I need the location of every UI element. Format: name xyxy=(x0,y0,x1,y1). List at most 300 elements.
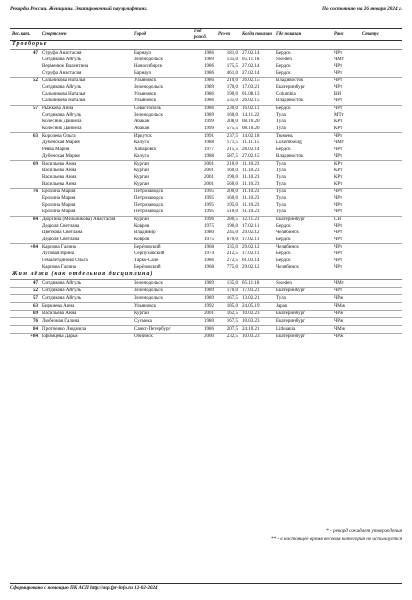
table-cell: 01.03.14 xyxy=(242,258,260,264)
table-cell: 1986 xyxy=(204,258,214,264)
table-cell: Сусмека xyxy=(132,318,192,326)
table-cell xyxy=(360,112,402,119)
table-cell xyxy=(10,140,40,147)
table-cell: Бердск xyxy=(276,147,291,153)
table-cell: 1986 xyxy=(204,70,214,76)
table-cell xyxy=(360,147,402,154)
table-cell: 69 xyxy=(10,310,40,318)
table-cell: 26.02.15 xyxy=(240,77,274,84)
table-cell: 11.10.23 xyxy=(242,209,260,215)
table-cell: 27.02.15 xyxy=(242,153,260,159)
table-cell: 190,0 xyxy=(226,174,238,180)
table-cell xyxy=(360,216,402,223)
table-cell: Columbia xyxy=(276,91,296,97)
table-cell: Берёзовский xyxy=(132,244,192,251)
table-cell: Зеленодольск xyxy=(134,84,163,90)
table-row xyxy=(10,57,402,64)
table-cell xyxy=(360,153,402,160)
table-cell xyxy=(360,318,402,326)
table-cell xyxy=(10,168,40,175)
table-cell: 1975 xyxy=(204,223,214,229)
table-cell: Дубенская Мария xyxy=(42,153,80,159)
column-header: Город xyxy=(132,29,192,41)
table-cell: КРт xyxy=(334,119,343,125)
table-cell: Ефимцева Дарья xyxy=(40,333,132,340)
table-cell: 2001 xyxy=(204,181,214,187)
table-cell xyxy=(10,57,40,64)
table-cell: 185,0 xyxy=(216,303,240,311)
table-cell: ЧРт xyxy=(332,244,360,251)
section-header xyxy=(10,271,402,280)
table-cell xyxy=(360,295,402,303)
table-cell xyxy=(360,140,402,147)
table-cell: Струфа Анастасия xyxy=(42,50,82,56)
table-cell xyxy=(10,63,40,70)
table-cell: ЧМж xyxy=(332,326,360,334)
table-cell: 1975 xyxy=(204,237,214,243)
table-cell: 1974 xyxy=(204,251,214,257)
table-cell xyxy=(10,91,40,98)
table-cell: Челябинск xyxy=(274,244,332,251)
table-cell: 01.08.13 xyxy=(242,91,260,97)
table-cell: 08.10.20 xyxy=(242,119,260,125)
table-cell: 2001 xyxy=(192,310,216,318)
table-cell: 210,0 xyxy=(216,77,240,84)
table-cell: 575,5 xyxy=(226,126,238,132)
table-cell: 167,5 xyxy=(216,318,240,326)
table-cell: Екатеринбург xyxy=(276,84,306,90)
table-cell: 280,5 xyxy=(216,216,240,223)
table-cell: Курган xyxy=(132,161,192,168)
table-row xyxy=(10,181,402,188)
table-cell: Зеленодольск xyxy=(132,287,192,295)
page-header xyxy=(10,6,402,16)
table-cell: 1999 xyxy=(204,126,214,132)
table-cell: 10.03.23 xyxy=(240,318,274,326)
table-cell: Калуга xyxy=(134,140,149,146)
table-cell: 1988 xyxy=(204,153,214,159)
table-cell: 24.10.21 xyxy=(240,326,274,334)
table-cell: КРт xyxy=(334,174,343,180)
table-cell: Ульяновск xyxy=(132,303,192,311)
table-cell xyxy=(360,57,402,64)
table-cell: Любезная Галина xyxy=(40,318,132,326)
table-cell xyxy=(360,188,402,195)
table-cell: Курган xyxy=(132,310,192,318)
table-cell xyxy=(10,174,40,181)
table-cell: 190,0 xyxy=(226,91,238,97)
column-header: Вес.кат. xyxy=(10,29,40,41)
table-cell: ЧРт xyxy=(334,70,343,76)
table-cell xyxy=(360,77,402,84)
table-cell: ЧРт xyxy=(334,251,343,257)
table-cell xyxy=(360,126,402,133)
table-cell xyxy=(10,147,40,154)
table-cell: Гемалетдинова Ольга xyxy=(42,258,88,264)
pending-note: * - рекорд ожидает утверждения xyxy=(326,528,402,534)
table-cell xyxy=(360,333,402,340)
table-cell: Ситдикова Айгуль xyxy=(42,280,82,286)
table-cell xyxy=(360,303,402,311)
table-cell: 175,5 xyxy=(226,63,238,69)
table-cell: Ерохина Мария xyxy=(42,202,76,208)
table-cell: 28.02.14 xyxy=(242,147,260,153)
table-cell: ЧРт xyxy=(334,98,343,104)
table-cell: 11.10.23 xyxy=(242,168,260,174)
table-row xyxy=(10,216,402,223)
records-table xyxy=(10,28,402,341)
table-cell xyxy=(10,230,40,237)
table-cell: Васильева Анна xyxy=(42,174,77,180)
table-cell: 11.10.23 xyxy=(240,161,274,168)
table-cell: 12.11.23 xyxy=(240,216,274,223)
table-row xyxy=(10,195,402,202)
table-row xyxy=(10,251,402,258)
table-cell: Ситдикова Айгуль xyxy=(40,287,132,295)
table-cell: 11.10.23 xyxy=(242,202,260,208)
table-cell: Челябинск xyxy=(276,230,299,236)
table-cell: 69 xyxy=(10,161,40,168)
table-cell: 510,0 xyxy=(226,209,238,215)
table-cell: ЧРт xyxy=(334,223,343,229)
table-row xyxy=(10,77,402,84)
table-row xyxy=(10,119,402,126)
section-title: Троеборье xyxy=(10,41,402,50)
table-cell: Рыжкова Анна xyxy=(40,105,132,112)
table-cell: Sweden xyxy=(276,57,292,63)
table-cell: Бердск xyxy=(276,237,291,243)
section-header xyxy=(10,41,402,50)
table-cell: 1989 xyxy=(192,287,216,295)
table-cell xyxy=(360,84,402,91)
table-cell: Иркутск xyxy=(132,133,192,140)
table-row xyxy=(10,98,402,105)
table-cell: Бердск xyxy=(276,258,291,264)
table-cell: Дедюля Светлана xyxy=(42,237,80,243)
table-cell: ВИ xyxy=(334,91,341,97)
table-cell: ЧРт xyxy=(334,195,343,201)
table-cell: Бердск xyxy=(274,105,332,112)
table-cell: Хабаровск xyxy=(134,147,157,153)
table-cell: 1980 xyxy=(204,230,214,236)
table-row xyxy=(10,140,402,147)
table-row xyxy=(10,174,402,181)
table-cell: МТт xyxy=(334,112,344,118)
column-header: Год рожд. xyxy=(192,29,216,41)
column-header: Ранг xyxy=(332,29,360,41)
table-cell: Севастополь xyxy=(132,105,192,112)
table-cell: 461,0 xyxy=(226,70,238,76)
table-cell: Курган xyxy=(134,174,149,180)
table-cell: 11.10.23 xyxy=(242,181,260,187)
table-row xyxy=(10,310,402,318)
table-cell: Бердск xyxy=(276,251,291,257)
table-cell: Екатеринбург xyxy=(274,310,332,318)
table-cell: Дюргина (Мельникова) Анастасия xyxy=(40,216,132,223)
table-cell: Екатеринбург xyxy=(274,333,332,340)
table-cell: 11.10.23 xyxy=(242,195,260,201)
table-cell: Lithuania xyxy=(274,326,332,334)
table-cell: 1995 xyxy=(204,209,214,215)
table-cell: 27.02.14 xyxy=(242,70,260,76)
table-cell: Колесник Даниела xyxy=(42,126,82,132)
table-cell: Бердск xyxy=(276,223,291,229)
table-cell: ЧРт xyxy=(332,105,360,112)
table-cell xyxy=(10,70,40,77)
footer-divider xyxy=(10,583,402,584)
table-cell: Сальникова Наталья xyxy=(42,91,86,97)
table-row xyxy=(10,70,402,77)
table-cell: Екатеринбург xyxy=(274,287,332,295)
table-cell: ЧРж xyxy=(332,310,360,318)
table-cell: Барнаул xyxy=(134,50,152,56)
table-cell: 52 xyxy=(10,287,40,295)
as-of-date: По состоянию на 26 января 2024 г. xyxy=(322,6,402,12)
table-cell: Васильева Анна xyxy=(42,168,77,174)
table-cell: 27.02.14 xyxy=(242,50,260,56)
table-cell: 27.02.14 xyxy=(242,63,260,69)
table-row xyxy=(10,188,402,195)
table-cell xyxy=(360,161,402,168)
table-cell: 560,0 xyxy=(226,181,238,187)
table-cell: Владивосток xyxy=(276,98,304,104)
table-row xyxy=(10,91,402,98)
table-cell: ЧРт xyxy=(332,287,360,295)
table-cell: 11.10.23 xyxy=(240,188,274,195)
table-cell: Луговая Ирина xyxy=(42,251,74,257)
table-cell: ЧРт xyxy=(334,230,343,236)
table-cell xyxy=(360,223,402,230)
table-cell: 1977 xyxy=(204,147,214,153)
table-cell: ЧРж xyxy=(332,318,360,326)
table-row xyxy=(10,147,402,154)
table-cell: 14.11.22 xyxy=(242,112,260,118)
table-cell: Тула xyxy=(276,209,286,215)
table-cell xyxy=(360,326,402,334)
table-cell: 1991 xyxy=(192,133,216,140)
table-cell: Тула xyxy=(276,168,286,174)
table-row xyxy=(10,287,402,295)
table-cell: 135,0 xyxy=(226,280,238,286)
table-cell: 05.11.18 xyxy=(242,57,260,63)
table-cell: 232,5 xyxy=(216,333,240,340)
table-cell: 1968 xyxy=(192,244,216,251)
table-cell: Тула xyxy=(276,202,286,208)
table-cell: 29.02.12 xyxy=(242,230,260,236)
table-cell: 212,5 xyxy=(226,251,238,257)
table-cell: 47 xyxy=(33,280,38,286)
table-cell: 200,0 xyxy=(216,188,240,195)
table-cell xyxy=(10,251,40,258)
table-cell: +84 xyxy=(10,333,40,340)
table-cell xyxy=(10,237,40,244)
table-cell: 17.03.21 xyxy=(242,84,260,90)
table-cell: Карпова Галина xyxy=(40,244,132,251)
table-cell: Владимир xyxy=(134,230,156,236)
table-cell: 1995 xyxy=(204,202,214,208)
table-cell: Тула xyxy=(274,188,332,195)
table-cell: 2001 xyxy=(192,161,216,168)
table-cell: Ерохина Мария xyxy=(42,209,76,215)
table-row xyxy=(10,318,402,326)
table-cell: Sweden xyxy=(276,280,292,286)
column-header: Рез-т xyxy=(216,29,240,41)
table-cell: 10.03.23 xyxy=(240,310,274,318)
table-cell: Бердск xyxy=(276,50,291,56)
table-cell: Ковров xyxy=(134,223,150,229)
table-cell: 237,5 xyxy=(216,133,240,140)
table-row xyxy=(10,126,402,133)
table-row xyxy=(10,303,402,311)
table-cell: 1989 xyxy=(192,295,216,303)
table-cell: Тула xyxy=(276,174,286,180)
table-cell: 11.10.23 xyxy=(242,174,260,180)
table-cell: Тула xyxy=(276,119,286,125)
table-row xyxy=(10,230,402,237)
table-cell xyxy=(10,119,40,126)
table-cell: Протченко Людмила xyxy=(40,326,132,334)
table-cell: Новосибирск xyxy=(134,63,163,69)
table-cell: Владивосток xyxy=(274,77,332,84)
table-cell: Васильева Анна xyxy=(42,181,77,187)
table-row xyxy=(10,280,402,288)
table-cell: Тула xyxy=(274,295,332,303)
table-row xyxy=(10,209,402,216)
table-cell: 1968 xyxy=(204,264,214,270)
table-cell: 1986 xyxy=(204,63,214,69)
table-cell: 210,0 xyxy=(216,161,240,168)
table-cell: Тюмень xyxy=(274,133,332,140)
table-cell: Зеленодольск xyxy=(134,280,163,286)
table-cell xyxy=(360,202,402,209)
table-cell: Королева Ольга xyxy=(40,133,132,140)
table-cell: 2000 xyxy=(192,333,216,340)
table-row xyxy=(10,112,402,119)
table-cell: 1986 xyxy=(192,105,216,112)
table-cell: ЧМт xyxy=(334,280,344,286)
table-cell: 1995 xyxy=(204,195,214,201)
table-cell: 1980 xyxy=(192,318,216,326)
table-cell xyxy=(360,174,402,181)
table-cell: 190,0 xyxy=(226,223,238,229)
table-cell xyxy=(360,280,402,288)
column-header: Статус xyxy=(360,29,402,41)
table-cell xyxy=(360,287,402,295)
table-cell: 10.03.23 xyxy=(240,333,274,340)
table-cell: 1986 xyxy=(204,98,214,104)
table-cell: Санкт-Петербург xyxy=(132,326,192,334)
table-cell: 181,0 xyxy=(226,50,238,56)
table-cell: Тула xyxy=(276,195,286,201)
table-cell: Тарко-Сале xyxy=(134,258,159,264)
table-cell: 17.02.11 xyxy=(242,223,260,229)
table-cell: 160,0 xyxy=(226,168,238,174)
table-row xyxy=(10,168,402,175)
table-cell: Курган xyxy=(134,181,149,187)
table-cell: Владивосток xyxy=(276,153,304,159)
table-cell: ЧРт xyxy=(334,258,343,264)
table-cell: Бердск xyxy=(276,70,291,76)
table-cell xyxy=(10,202,40,209)
table-cell: Ситдикова Айгуль xyxy=(40,295,132,303)
table-cell: 1989 xyxy=(204,280,214,286)
table-cell: КРт xyxy=(334,168,343,174)
table-cell: 230,0 xyxy=(216,105,240,112)
table-cell: Абакан xyxy=(134,126,150,132)
table-cell: 1996 xyxy=(192,216,216,223)
table-cell: 63 xyxy=(10,303,40,311)
table-cell: 13.02.21 xyxy=(240,295,274,303)
table-cell: ЧРт xyxy=(334,153,343,159)
table-cell xyxy=(10,195,40,202)
table-cell: Зеленодольск xyxy=(134,57,163,63)
table-header xyxy=(10,29,402,41)
table-cell: 52 xyxy=(10,77,40,84)
table-cell xyxy=(10,181,40,188)
table-cell xyxy=(360,264,402,271)
table-cell: Ковров xyxy=(134,237,150,243)
table-cell xyxy=(360,237,402,244)
table-cell: ЧРт xyxy=(334,264,343,270)
footer-text: Сформировано с помощью ПК АСП http://asp.fpr-info.ru 12-02-2024 xyxy=(10,586,158,591)
table-cell: 1995 xyxy=(192,188,216,195)
table-cell xyxy=(360,70,402,77)
table-cell xyxy=(360,209,402,216)
table-row xyxy=(10,50,402,57)
table-row xyxy=(10,133,402,140)
table-cell: КРт xyxy=(332,161,360,168)
table-row xyxy=(10,84,402,91)
section-title: Жим лёжа (как отдельная дисциплина) xyxy=(10,271,402,280)
table-cell: 160,0 xyxy=(226,112,238,118)
table-cell: Зеленодольск xyxy=(134,112,163,118)
table-cell: СН xyxy=(332,216,360,223)
table-cell: 2001 xyxy=(204,174,214,180)
table-cell: 207,5 xyxy=(216,326,240,334)
column-header: Спортсмен xyxy=(40,29,132,41)
table-row xyxy=(10,326,402,334)
table-cell: 11.11.15 xyxy=(242,140,260,146)
table-cell: 1986 xyxy=(204,91,214,97)
table-cell: Васильева Анна xyxy=(40,310,132,318)
table-body xyxy=(10,41,402,341)
table-cell: ЧРж xyxy=(332,295,360,303)
table-cell: 195,0 xyxy=(226,202,238,208)
table-cell: 57 xyxy=(10,105,40,112)
table-cell: Челябинск xyxy=(276,264,299,270)
table-cell: 171,5 xyxy=(226,140,238,146)
table-cell: КРт xyxy=(334,126,343,132)
table-cell: Ситдикова Айгуль xyxy=(42,84,82,90)
table-cell: Тула xyxy=(276,126,286,132)
table-cell: Екатеринбург xyxy=(274,216,332,223)
table-cell: Барнаул xyxy=(134,70,152,76)
table-cell: 1999 xyxy=(204,119,214,125)
table-cell xyxy=(360,181,402,188)
table-cell: ЧРт xyxy=(332,77,360,84)
table-row xyxy=(10,161,402,168)
table-cell: 29.02.12 xyxy=(242,264,260,270)
table-row xyxy=(10,237,402,244)
table-row xyxy=(10,258,402,265)
table-cell: ЧРт xyxy=(334,63,343,69)
table-cell: Ульяновск xyxy=(132,77,192,84)
table-cell: Ситдикова Айгуль xyxy=(42,57,82,63)
table-cell xyxy=(10,264,40,271)
table-cell: 535,0 xyxy=(226,98,238,104)
table-cell xyxy=(360,50,402,57)
table-cell xyxy=(10,153,40,160)
